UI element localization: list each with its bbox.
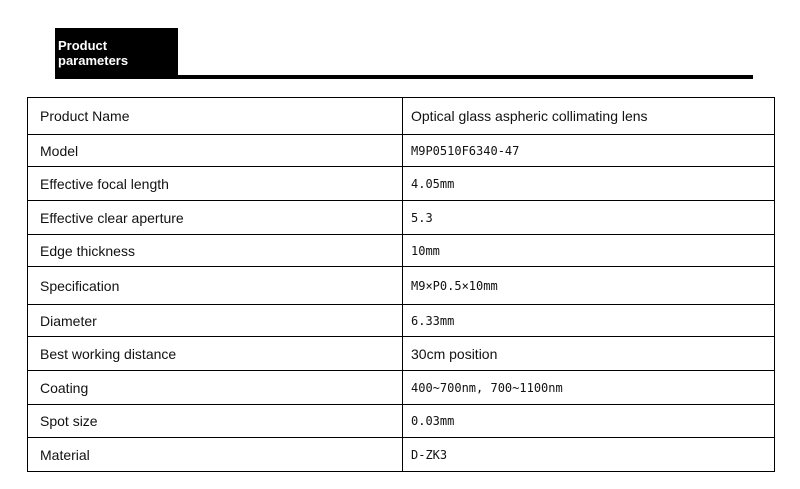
table-row — [28, 235, 775, 267]
row-label: Effective clear aperture — [28, 201, 403, 235]
table-row — [28, 371, 775, 405]
row-value: 6.33mm — [403, 305, 775, 337]
product-parameters-table — [27, 97, 775, 472]
row-value: 5.3 — [403, 201, 775, 235]
row-value: 4.05mm — [403, 167, 775, 201]
row-value: 10mm — [403, 235, 775, 267]
row-label: Best working distance — [28, 337, 403, 371]
row-label: Product Name — [28, 98, 403, 135]
row-value: M9×P0.5×10mm — [403, 267, 775, 305]
row-label: Spot size — [28, 405, 403, 438]
row-value: D-ZK3 — [403, 438, 775, 472]
table-row — [28, 305, 775, 337]
table-row — [28, 405, 775, 438]
row-label: Coating — [28, 371, 403, 405]
row-label: Effective focal length — [28, 167, 403, 201]
row-label: Model — [28, 135, 403, 167]
section-title-tab — [55, 28, 178, 78]
table-row — [28, 337, 775, 371]
row-value: M9P0510F6340-47 — [403, 135, 775, 167]
row-label: Material — [28, 438, 403, 472]
table-row — [28, 135, 775, 167]
table-row — [28, 267, 775, 305]
row-value: 400~700nm, 700~1100nm — [403, 371, 775, 405]
table-row — [28, 438, 775, 472]
table-row — [28, 167, 775, 201]
row-value: Optical glass aspheric collimating lens — [403, 98, 775, 135]
table-row — [28, 98, 775, 135]
row-label: Diameter — [28, 305, 403, 337]
row-value: 0.03mm — [403, 405, 775, 438]
section-divider — [55, 75, 753, 79]
table-row — [28, 201, 775, 235]
section-title: Product parameters — [58, 38, 129, 68]
row-label: Specification — [28, 267, 403, 305]
row-label: Edge thickness — [28, 235, 403, 267]
row-value: 30cm position — [403, 337, 775, 371]
